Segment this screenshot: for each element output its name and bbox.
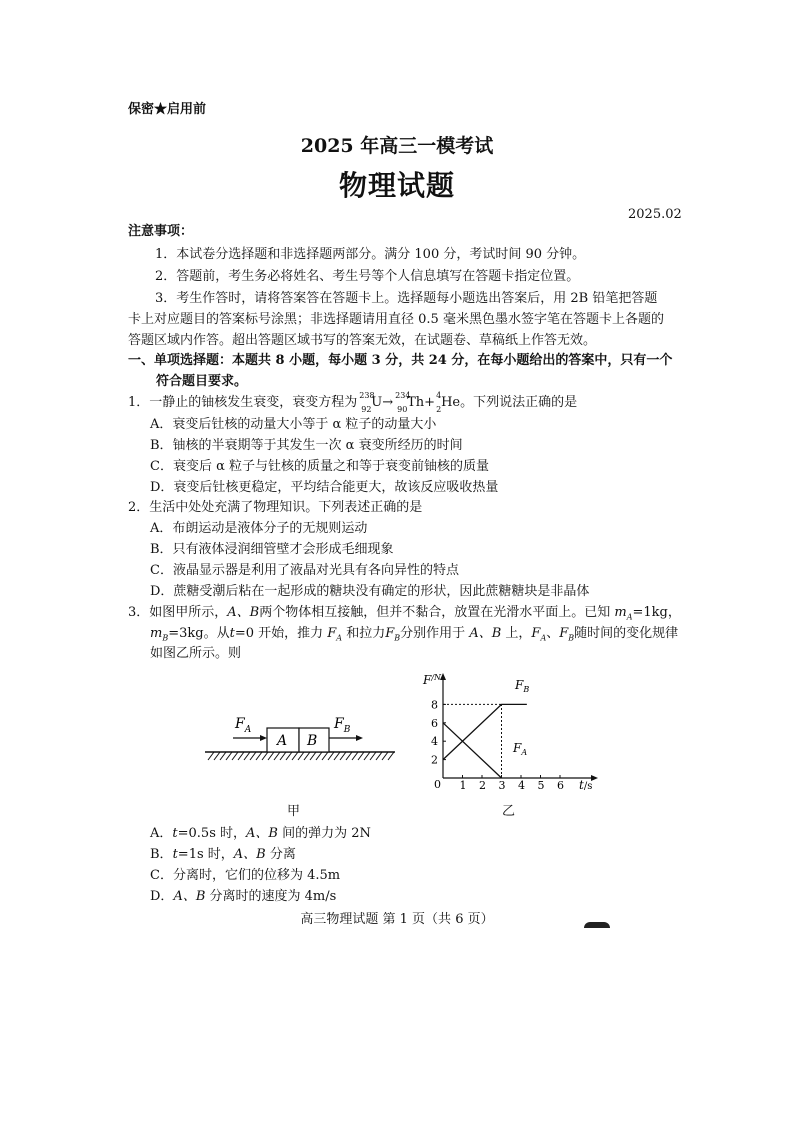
x-tick-label: 4 <box>518 779 525 792</box>
exam-title: 2025 年高三一模考试 <box>300 135 494 157</box>
y-tick-label: 4 <box>431 735 438 749</box>
x-tick-label: 5 <box>537 779 545 792</box>
subject-title: 物理试题 <box>338 169 455 202</box>
question-1-option: D．衰变后钍核更稳定，平均结合能更大，故该反应吸收热量 <box>150 480 499 495</box>
x-tick-label: 1 <box>459 779 467 792</box>
figure-jia-diagram <box>200 700 400 770</box>
block-b-label: B <box>307 733 318 749</box>
question-1-option: B．铀核的半衰期等于其发生一次 α 衰变所经历的时间 <box>150 438 463 453</box>
y-tick-label: 2 <box>431 753 438 767</box>
question-2-option: A．布朗运动是液体分子的无规则运动 <box>150 521 368 536</box>
y-tick-label: 6 <box>431 716 438 730</box>
section-heading: 一、单项选择题：本题共 8 小题，每小题 3 分，共 24 分，在每小题给出的答案中，只有一个 <box>128 353 673 368</box>
question-1-stem: 1．一静止的铀核发生衰变，衰变方程为 238 92 U→ 234 90 Th+ 4 2 He。下列说法正确的是 <box>128 391 578 414</box>
x-axis-label: t/s <box>579 778 593 792</box>
question-3-option: C．分离时，它们的位移为 4.5m <box>150 868 341 883</box>
exam-date: 2025.02 <box>628 207 682 222</box>
force-b-label: $F_B$ <box>334 716 351 735</box>
series-line-fa <box>443 723 502 778</box>
question-1-option: A．衰变后钍核的动量大小等于 α 粒子的动量大小 <box>150 417 437 432</box>
ground-hatching <box>208 752 394 760</box>
force-a-label: $F_A$ <box>235 716 252 735</box>
figure-yi-caption: 乙 <box>502 804 516 819</box>
notice-item: 2．答题前，考生务必将姓名、考生号等个人信息填写在答题卡指定位置。 <box>155 269 580 284</box>
notice-item: 答题区域内作答。超出答题区域书写的答案无效，在试题卷、草稿纸上作答无效。 <box>128 333 597 348</box>
question-1-option: C．衰变后 α 粒子与钍核的质量之和等于衰变前铀核的质量 <box>150 459 489 474</box>
question-3-stem-line: $m_B=3kg$。从t=0 开始，推力 $F_A$ 和拉力$F_B$分别作用于 A、B 上，$F_A$、$F_B$随时间的变化规律 <box>150 626 679 643</box>
question-3-option: B．t=1s 时，A、B 分离 <box>150 847 296 862</box>
notice-item: 卡上对应题目的答案标号涂黑；非选择题请用直径 0.5 毫米黑色墨水签字笔在答题卡上各题的 <box>128 312 664 327</box>
figure-jia-caption: 甲 <box>287 804 301 819</box>
question-2-option: B．只有液体浸润细管壁才会形成毛细现象 <box>150 542 394 557</box>
y-axis-label: $F^{/N}$ <box>423 673 442 687</box>
series-fb-label: $F_B$ <box>515 678 530 694</box>
x-tick-label: 3 <box>498 779 506 792</box>
question-3-stem-line: 3．如图甲所示，A、B两个物体相互接触，但并不黏合，放置在光滑水平面上。已知 $m_A=1kg$， <box>128 605 681 622</box>
x-tick-label: 6 <box>557 779 564 792</box>
question-2-option: C．液晶显示器是利用了液晶对光具有各向异性的特点 <box>150 563 459 578</box>
question-2-stem: 2．生活中处处充满了物理知识。下列表述正确的是 <box>128 500 423 515</box>
confidential-label: 保密★启用前 <box>128 102 207 117</box>
force-a-arrowhead <box>260 735 267 741</box>
block-a-label: A <box>277 733 288 749</box>
x-tick-label: 2 <box>479 779 486 792</box>
question-2-option: D．蔗糖受潮后粘在一起形成的糖块没有确定的形状，因此蔗糖糖块是非晶体 <box>150 584 590 599</box>
section-heading: 符合题目要求。 <box>156 374 248 389</box>
series-fa-label: $F_A$ <box>513 741 528 757</box>
origin-label: 0 <box>434 778 441 791</box>
figure-yi-chart <box>415 668 605 796</box>
question-3-option: D．A、B 分离时的速度为 4m/s <box>150 889 337 904</box>
notice-item: 3．考生作答时，请将答案答在答题卡上。选择题每小题选出答案后，用 2B 铅笔把答题 <box>155 291 658 306</box>
page-footer: 高三物理试题 第 1 页（共 6 页） <box>300 912 494 927</box>
question-3-stem-line: 如图乙所示。则 <box>150 646 242 661</box>
question-3-option: A．t=0.5s 时，A、B 间的弹力为 2N <box>150 826 371 841</box>
notice-item: 1．本试卷分选择题和非选择题两部分。满分 100 分，考试时间 90 分钟。 <box>155 247 586 262</box>
notice-title: 注意事项： <box>128 224 194 239</box>
force-b-arrowhead <box>356 735 363 741</box>
scan-mark <box>584 922 610 928</box>
y-tick-label: 8 <box>431 698 438 712</box>
